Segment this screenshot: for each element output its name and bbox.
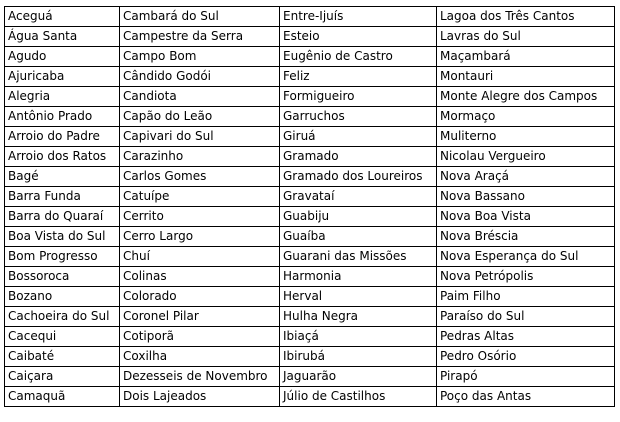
table-cell: Nova Petrópolis <box>437 267 615 287</box>
table-cell: Nova Araçá <box>437 167 615 187</box>
table-cell: Aceguá <box>5 7 120 27</box>
table-cell: Campestre da Serra <box>120 27 280 47</box>
table-cell: Guabiju <box>280 207 437 227</box>
table-cell: Esteio <box>280 27 437 47</box>
table-body <box>5 7 615 407</box>
table-cell: Júlio de Castilhos <box>280 387 437 407</box>
table-cell: Garruchos <box>280 107 437 127</box>
table-cell: Bozano <box>5 287 120 307</box>
table-cell: Entre-Ijuís <box>280 7 437 27</box>
table-cell: Cachoeira do Sul <box>5 307 120 327</box>
table-cell: Ibirubá <box>280 347 437 367</box>
table-row <box>5 267 615 287</box>
table-cell: Bossoroca <box>5 267 120 287</box>
table-cell: Caiçara <box>5 367 120 387</box>
table-cell: Monte Alegre dos Campos <box>437 87 615 107</box>
table-cell: Cerro Largo <box>120 227 280 247</box>
table-cell: Dezesseis de Novembro <box>120 367 280 387</box>
table-cell: Coxilha <box>120 347 280 367</box>
table-cell: Gravataí <box>280 187 437 207</box>
table-cell: Muliterno <box>437 127 615 147</box>
table-cell: Nova Bassano <box>437 187 615 207</box>
table-cell: Camaquã <box>5 387 120 407</box>
table-cell: Ajuricaba <box>5 67 120 87</box>
table-cell: Jaguarão <box>280 367 437 387</box>
table-cell: Poço das Antas <box>437 387 615 407</box>
table-cell: Arroio do Padre <box>5 127 120 147</box>
table-cell: Guaíba <box>280 227 437 247</box>
table-cell: Feliz <box>280 67 437 87</box>
table-cell: Nova Boa Vista <box>437 207 615 227</box>
table-cell: Boa Vista do Sul <box>5 227 120 247</box>
table-cell: Paim Filho <box>437 287 615 307</box>
table-cell: Cambará do Sul <box>120 7 280 27</box>
table-row <box>5 107 615 127</box>
table-cell: Cotiporã <box>120 327 280 347</box>
table-cell: Candiota <box>120 87 280 107</box>
table-cell: Capão do Leão <box>120 107 280 127</box>
table-cell: Barra Funda <box>5 187 120 207</box>
table-cell: Lavras do Sul <box>437 27 615 47</box>
table-cell: Lagoa dos Três Cantos <box>437 7 615 27</box>
table-cell: Carazinho <box>120 147 280 167</box>
table-row <box>5 347 615 367</box>
table-cell: Paraíso do Sul <box>437 307 615 327</box>
table-row <box>5 387 615 407</box>
table-cell: Colorado <box>120 287 280 307</box>
table-cell: Hulha Negra <box>280 307 437 327</box>
table-cell: Guarani das Missões <box>280 247 437 267</box>
table-cell: Antônio Prado <box>5 107 120 127</box>
table-cell: Agudo <box>5 47 120 67</box>
table-row <box>5 247 615 267</box>
table-cell: Cândido Godói <box>120 67 280 87</box>
table-cell: Pedras Altas <box>437 327 615 347</box>
table-cell: Montauri <box>437 67 615 87</box>
table-row <box>5 227 615 247</box>
table-cell: Nova Esperança do Sul <box>437 247 615 267</box>
table-cell: Pedro Osório <box>437 347 615 367</box>
table-cell: Herval <box>280 287 437 307</box>
table-cell: Arroio dos Ratos <box>5 147 120 167</box>
table-cell: Harmonia <box>280 267 437 287</box>
table-row <box>5 287 615 307</box>
table-row <box>5 7 615 27</box>
table-cell: Caibaté <box>5 347 120 367</box>
table-cell: Bagé <box>5 167 120 187</box>
table-cell: Alegria <box>5 87 120 107</box>
table-row <box>5 27 615 47</box>
table-row <box>5 47 615 67</box>
table-cell: Eugênio de Castro <box>280 47 437 67</box>
table-cell: Cacequi <box>5 327 120 347</box>
table-cell: Ibiaçá <box>280 327 437 347</box>
table-cell: Nicolau Vergueiro <box>437 147 615 167</box>
table-cell: Maçambará <box>437 47 615 67</box>
table-row <box>5 327 615 347</box>
table-row <box>5 367 615 387</box>
table-cell: Formigueiro <box>280 87 437 107</box>
table-cell: Giruá <box>280 127 437 147</box>
table-cell: Cerrito <box>120 207 280 227</box>
table-cell: Gramado <box>280 147 437 167</box>
table-cell: Carlos Gomes <box>120 167 280 187</box>
table-cell: Dois Lajeados <box>120 387 280 407</box>
table-cell: Água Santa <box>5 27 120 47</box>
table-cell: Colinas <box>120 267 280 287</box>
table-cell: Pirapó <box>437 367 615 387</box>
table-row <box>5 167 615 187</box>
table-row <box>5 87 615 107</box>
table-cell: Nova Bréscia <box>437 227 615 247</box>
table-cell: Coronel Pilar <box>120 307 280 327</box>
table-cell: Mormaço <box>437 107 615 127</box>
table-cell: Campo Bom <box>120 47 280 67</box>
table-cell: Gramado dos Loureiros <box>280 167 437 187</box>
table-row <box>5 207 615 227</box>
table-row <box>5 67 615 87</box>
municipalities-table <box>4 6 615 407</box>
table-row <box>5 307 615 327</box>
table-cell: Barra do Quaraí <box>5 207 120 227</box>
table-cell: Bom Progresso <box>5 247 120 267</box>
table-row <box>5 187 615 207</box>
table-cell: Capivari do Sul <box>120 127 280 147</box>
table-cell: Chuí <box>120 247 280 267</box>
table-cell: Catuípe <box>120 187 280 207</box>
table-row <box>5 127 615 147</box>
table-row <box>5 147 615 167</box>
